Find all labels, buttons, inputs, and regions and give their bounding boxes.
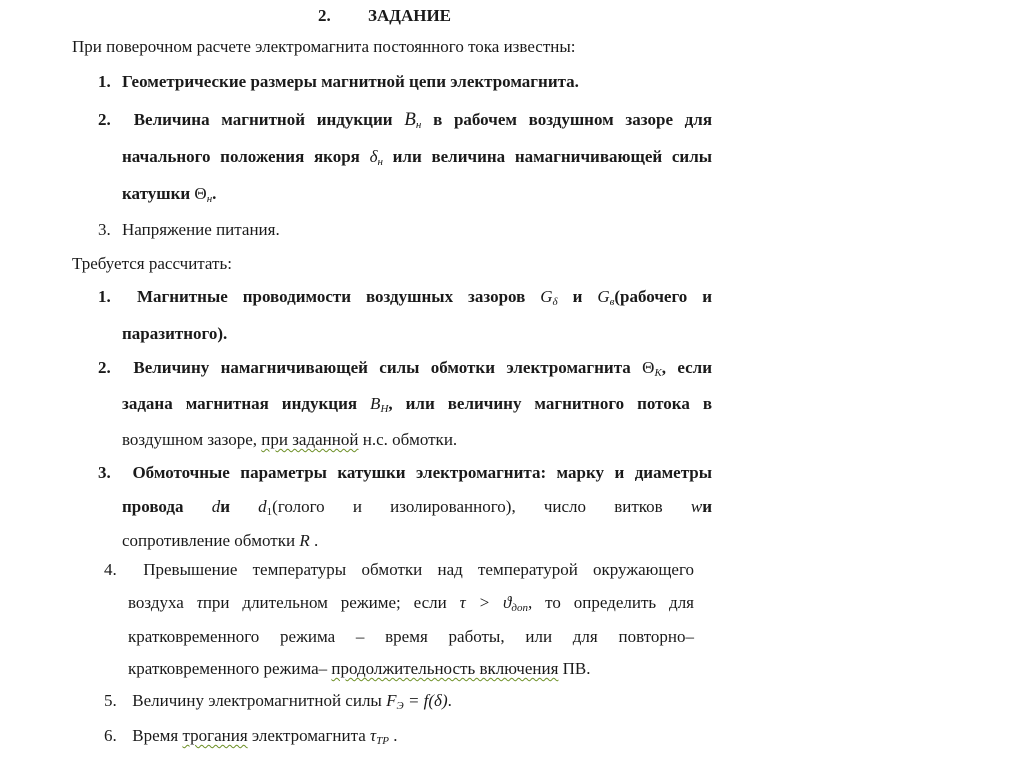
required-item-2-line-2: задана магнитная индукция $B_H$, или величину магнитного потока в: [122, 394, 712, 415]
required-item-4-line-2: воздуха τпри длительном режиме; если $\tau > ϑ_{доп}$, то определить для: [128, 593, 694, 614]
symbol-theta-k: $\Theta_K$: [642, 358, 662, 379]
required-item-4-line-3: кратковременного режима – время работы, или для повторно–: [128, 627, 694, 646]
symbol-b-n: $B_н$: [404, 109, 422, 131]
symbol-delta-n: $\delta_н$: [369, 147, 383, 168]
symbol-w: w: [690, 497, 703, 516]
required-item-2-line-1: 2. Величину намагничивающей силы обмотки электромагнита $\Theta_K$, если: [98, 358, 713, 379]
required-item-6: 6. Время трогания электромагнита $\tau_{ТР}$ .: [104, 726, 398, 747]
known-item-1: 1. Геометрические размеры магнитной цепи электромагнита.: [98, 72, 579, 91]
known-item-2-line-1: 2. Величина магнитной индукции $B_н$ в рабочем воздушном зазоре для: [98, 109, 713, 131]
required-item-4-line-4: кратковременного режима– продолжительность включения ПВ.: [128, 659, 591, 678]
section-number: 2.: [318, 6, 331, 25]
section-title: [318, 6, 451, 26]
required-item-5: 5. Величину электромагнитной силы $F_Э = f(\delta)$.: [104, 691, 452, 712]
required-item-1-line-1: 1. Магнитные проводимости воздушных зазоров $G_\delta$ и $G_в(рабочего$ и: [98, 287, 712, 308]
required-heading: Требуется рассчитать:: [72, 254, 232, 273]
required-item-3-line-2: провода dи d1(голого и изолированного), число витков wи: [122, 497, 712, 518]
required-item-3-line-3: сопротивление обмотки R .: [122, 531, 319, 550]
section-heading: ЗАДАНИЕ: [368, 6, 452, 25]
symbol-d1: d1: [258, 497, 273, 518]
symbol-tau: τ: [196, 593, 203, 612]
symbol-theta-n: $\Theta_н$: [194, 184, 213, 205]
symbol-g-v: $G_в$: [597, 287, 615, 308]
required-item-3-line-1: 3. Обмоточные параметры катушки электромагнита: марку и диаметры: [98, 463, 713, 482]
symbol-tau-tr: $\tau_{ТР}$: [370, 726, 389, 747]
required-item-1-line-2: паразитного).: [122, 324, 228, 343]
required-item-2-line-3: воздушном зазоре, при заданной н.с. обмотки.: [122, 430, 458, 449]
intro-text: При поверочном расчете электромагнита постоянного тока известны:: [72, 37, 576, 56]
symbol-r: R: [299, 531, 310, 550]
condition-tau-gt-theta: $\tau > ϑ_{доп}$: [459, 593, 528, 614]
symbol-g-delta: $G_\delta$: [540, 287, 558, 308]
symbol-b-h: $B_H$: [370, 394, 389, 415]
required-item-4-line-1: 4. Превышение температуры обмотки над температурой окружающего: [104, 560, 695, 579]
symbol-d: d: [211, 497, 221, 516]
known-item-2-line-3: катушки $\Theta_н$.: [122, 184, 217, 205]
known-item-3: 3. Напряжение питания.: [98, 220, 280, 239]
known-item-2-line-2: начального положения якоря $\delta_н$ или величина намагничивающей силы: [122, 147, 713, 168]
formula-force: $F_Э = f(\delta)$: [386, 691, 448, 712]
